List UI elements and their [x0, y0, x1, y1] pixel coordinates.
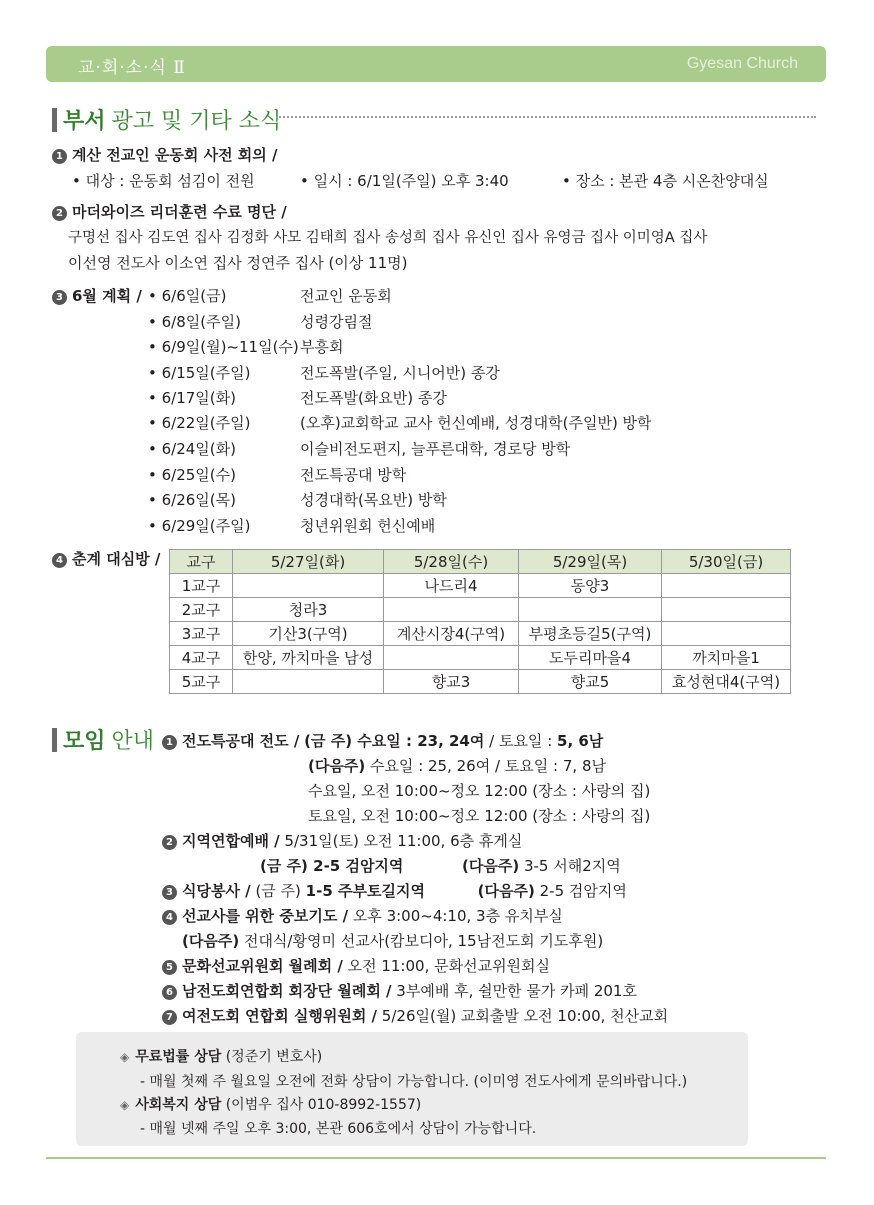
meet7-title: 여전도회 연합회 실행위원회 / [182, 1007, 378, 1025]
item-number-badge: 3 [162, 885, 177, 900]
notice-welfare-heading: 사회복지 상담 [135, 1097, 222, 1113]
meet1-next-week: 수요일 : 25, 26여 / 토요일 : 7, 8남 [365, 757, 606, 775]
schedule-date: • 6/17일(화) [148, 389, 236, 407]
schedule-row [148, 285, 392, 306]
notice-welfare-sub: (이범우 집사 010-8992-1557) [221, 1097, 422, 1113]
table-header-cell: 5/27일(화) [233, 550, 384, 574]
item1-place: • 장소 : 본관 4층 시온찬양대실 [562, 172, 769, 190]
schedule-event: 성령강림절 [300, 313, 373, 331]
table-header-cell: 5/29일(목) [519, 550, 662, 574]
meet2-text: 5/31일(토) 오전 11:00, 6층 휴게실 [279, 832, 523, 850]
section-heading-departments [52, 104, 281, 135]
table-cell: 계산시장4(구역) [384, 622, 519, 646]
notice-welfare-text: - 매월 넷째 주일 오후 3:00, 본관 606호에서 상담이 가능합니다. [140, 1121, 537, 1137]
schedule-date: • 6/8일(주일) [148, 313, 241, 331]
footer-divider [46, 1157, 826, 1159]
schedule-event: 전도폭발(주일, 시니어반) 종강 [300, 364, 500, 382]
schedule-row [148, 515, 435, 536]
schedule-event: 부흥회 [300, 338, 344, 356]
diamond-bullet-icon: ◈ [120, 1098, 130, 1112]
table-cell: 동양3 [519, 574, 662, 598]
schedule-row [148, 387, 447, 408]
item2-title [52, 201, 287, 222]
table-cell: 효성현대4(구역) [662, 670, 791, 694]
meet2-line1 [162, 830, 522, 851]
schedule-event: 전교인 운동회 [300, 287, 392, 305]
table-cell: 나드리4 [384, 574, 519, 598]
section-bar [52, 728, 57, 752]
item-number-badge: 2 [52, 206, 67, 221]
schedule-date: • 6/9일(월)~11일(수) [148, 338, 299, 356]
table-header-cell: 교구 [170, 550, 233, 574]
schedule-date: • 6/26일(목) [148, 491, 236, 509]
meet1-line4: 토요일, 오전 10:00~정오 12:00 (장소 : 사랑의 집) [308, 807, 651, 825]
meet5-text: 오전 11:00, 문화선교위원회실 [342, 957, 551, 975]
meet2-line2 [260, 855, 621, 876]
table-cell [662, 574, 791, 598]
table-cell: 부평초등길5(구역) [519, 622, 662, 646]
notice-legal-text: - 매월 첫째 주 월요일 오전에 전화 상담이 가능합니다. (이미영 전도사에게 문의바랍니다.) [140, 1074, 688, 1090]
item4-title-text: 춘계 대심방 / [72, 550, 161, 568]
meet6-text: 3부예배 후, 쉴만한 물가 카페 201호 [391, 982, 637, 1000]
meet3-next-week-label: (다음주) [477, 882, 535, 900]
diamond-bullet-icon: ◈ [120, 1050, 130, 1064]
notice-legal-title [120, 1046, 322, 1066]
table-cell: 향교5 [519, 670, 662, 694]
meet4-next-week-label: (다음주) [182, 932, 240, 950]
table-cell [662, 598, 791, 622]
schedule-event: 청년위원회 헌신예배 [300, 517, 436, 535]
header-subtitle: Gyesan Church [686, 55, 798, 72]
item1-target: • 대상 : 운동회 섬김이 전원 [72, 172, 255, 190]
section-heading-bold: 부서 [63, 109, 106, 134]
meet3-next-week: 2-5 검암지역 [534, 882, 627, 900]
schedule-event: 성경대학(목요반) 방학 [300, 491, 447, 509]
meet4-line2 [182, 930, 603, 951]
item-number-badge: 4 [52, 553, 67, 568]
section-heading-meetings [52, 724, 154, 755]
meet1-next-week-label: (다음주) [308, 757, 366, 775]
schedule-event: 이슬비전도편지, 늘푸른대학, 경로당 방학 [300, 440, 571, 458]
meet2-next-week-label: (다음주) [462, 857, 520, 875]
meet2-title: 지역연합예배 / [182, 832, 280, 850]
meet7-text: 5/26일(월) 교회출발 오전 10:00, 천산교회 [377, 1007, 669, 1025]
meet3-line [162, 880, 627, 901]
table-row [170, 670, 791, 694]
item-number-badge: 7 [162, 1010, 177, 1025]
table-cell: 까치마을1 [662, 646, 791, 670]
item3-title-text: 6월 계획 / [72, 287, 142, 305]
meet3-title: 식당봉사 / [182, 882, 251, 900]
item-number-badge: 6 [162, 985, 177, 1000]
item4-title [52, 548, 160, 569]
table-cell [519, 598, 662, 622]
meet3-this-week: 1-5 주부토길지역 [305, 882, 425, 900]
meet2-this-week: (금 주) 2-5 검암지역 [260, 857, 404, 875]
table-cell [662, 622, 791, 646]
meet6-title: 남전도회연합회 회장단 월례회 / [182, 982, 392, 1000]
table-row [170, 598, 791, 622]
item-number-badge: 1 [162, 735, 177, 750]
item2-names-line1: 구명선 집사 김도연 집사 김정화 사모 김태희 집사 송성희 집사 유신인 집사 유영금 집사 이미영A 집사 [68, 230, 708, 246]
meet4-title: 선교사를 위한 중보기도 / [182, 907, 349, 925]
dotted-divider [276, 116, 816, 118]
meet1-sat-value: 5, 6남 [557, 732, 604, 750]
schedule-date: • 6/22일(주일) [148, 414, 251, 432]
table-cell: 3교구 [170, 622, 233, 646]
schedule-event: 전도폭발(화요반) 종강 [300, 389, 447, 407]
meet1-sat-label: / 토요일 : [484, 732, 558, 750]
item-number-badge: 3 [52, 290, 67, 305]
table-cell: 1교구 [170, 574, 233, 598]
table-header-cell: 5/30일(금) [662, 550, 791, 574]
meet1-line3: 수요일, 오전 10:00~정오 12:00 (장소 : 사랑의 집) [308, 782, 651, 800]
table-cell: 2교구 [170, 598, 233, 622]
meet5-title: 문화선교위원회 월례회 / [182, 957, 343, 975]
section-heading-light: 안내 [111, 729, 155, 754]
table-cell: 5교구 [170, 670, 233, 694]
meet1-title: 전도특공대 전도 / [182, 732, 300, 750]
item2-title-text: 마더와이즈 리더훈련 수료 명단 / [72, 203, 287, 221]
schedule-row [148, 438, 570, 459]
item1-datetime: • 일시 : 6/1일(주일) 오후 3:40 [300, 172, 509, 190]
table-cell: 기산3(구역) [233, 622, 384, 646]
schedule-date: • 6/29일(주일) [148, 517, 251, 535]
table-cell [384, 646, 519, 670]
meet5-line [162, 955, 550, 976]
table-header-cell: 5/28일(수) [384, 550, 519, 574]
schedule-row [148, 362, 500, 383]
meet4-text: 오후 3:00~4:10, 3층 유치부실 [348, 907, 563, 925]
section-heading-light: 광고 및 기타 소식 [111, 109, 282, 134]
meet4-line1 [162, 905, 563, 926]
notice-legal-heading: 무료법률 상담 [135, 1049, 222, 1065]
header-title: 교·회·소·식 Ⅱ [78, 58, 186, 78]
header-bar [46, 46, 826, 82]
item1-title-text: 계산 전교인 운동회 사전 회의 / [72, 146, 278, 164]
meet1-line2 [308, 755, 606, 776]
item-number-badge: 5 [162, 960, 177, 975]
schedule-date: • 6/24일(화) [148, 440, 236, 458]
item2-names-line2: 이선영 전도사 이소연 집사 정연주 집사 (이상 11명) [68, 254, 408, 272]
schedule-row [148, 336, 343, 357]
section-heading-bold: 모임 [63, 729, 106, 754]
item3-title [52, 285, 142, 306]
meet2-next-week: 3-5 서해2지역 [519, 857, 621, 875]
table-cell [233, 670, 384, 694]
meet4-next-week: 전대식/황영미 선교사(캄보디아, 15남전도회 기도후원) [239, 932, 604, 950]
schedule-date: • 6/6일(금) [148, 287, 227, 305]
table-cell [384, 598, 519, 622]
item-number-badge: 4 [162, 910, 177, 925]
item-number-badge: 2 [162, 835, 177, 850]
schedule-event: (오후)교회학교 교사 헌신예배, 성경대학(주일반) 방학 [300, 414, 652, 432]
table-row [170, 622, 791, 646]
table-cell: 청라3 [233, 598, 384, 622]
schedule-row [148, 311, 372, 332]
notice-welfare-title [120, 1094, 421, 1114]
table-header-row [170, 550, 791, 574]
meet6-line [162, 980, 637, 1001]
table-row [170, 646, 791, 670]
schedule-row [148, 464, 406, 485]
table-cell: 도두리마을4 [519, 646, 662, 670]
meet1-line1 [162, 730, 603, 751]
schedule-row [148, 489, 447, 510]
notice-box [76, 1032, 748, 1146]
schedule-event: 전도특공대 방학 [300, 466, 407, 484]
schedule-date: • 6/25일(수) [148, 466, 236, 484]
meet1-this-week: (금 주) 수요일 : 23, 24여 [304, 732, 485, 750]
table-row [170, 574, 791, 598]
notice-legal-sub: (정준기 변호사) [221, 1049, 323, 1065]
schedule-date: • 6/15일(주일) [148, 364, 251, 382]
meet7-line [162, 1005, 668, 1026]
section-bar [52, 108, 57, 132]
schedule-row [148, 412, 652, 433]
table-cell: 향교3 [384, 670, 519, 694]
meet3-this-week-label: (금 주) [250, 882, 306, 900]
visit-schedule-table [169, 549, 791, 694]
table-cell: 4교구 [170, 646, 233, 670]
item-number-badge: 1 [52, 149, 67, 164]
table-cell: 한양, 까치마을 남성 [233, 646, 384, 670]
table-cell [233, 574, 384, 598]
item1-title [52, 144, 277, 165]
